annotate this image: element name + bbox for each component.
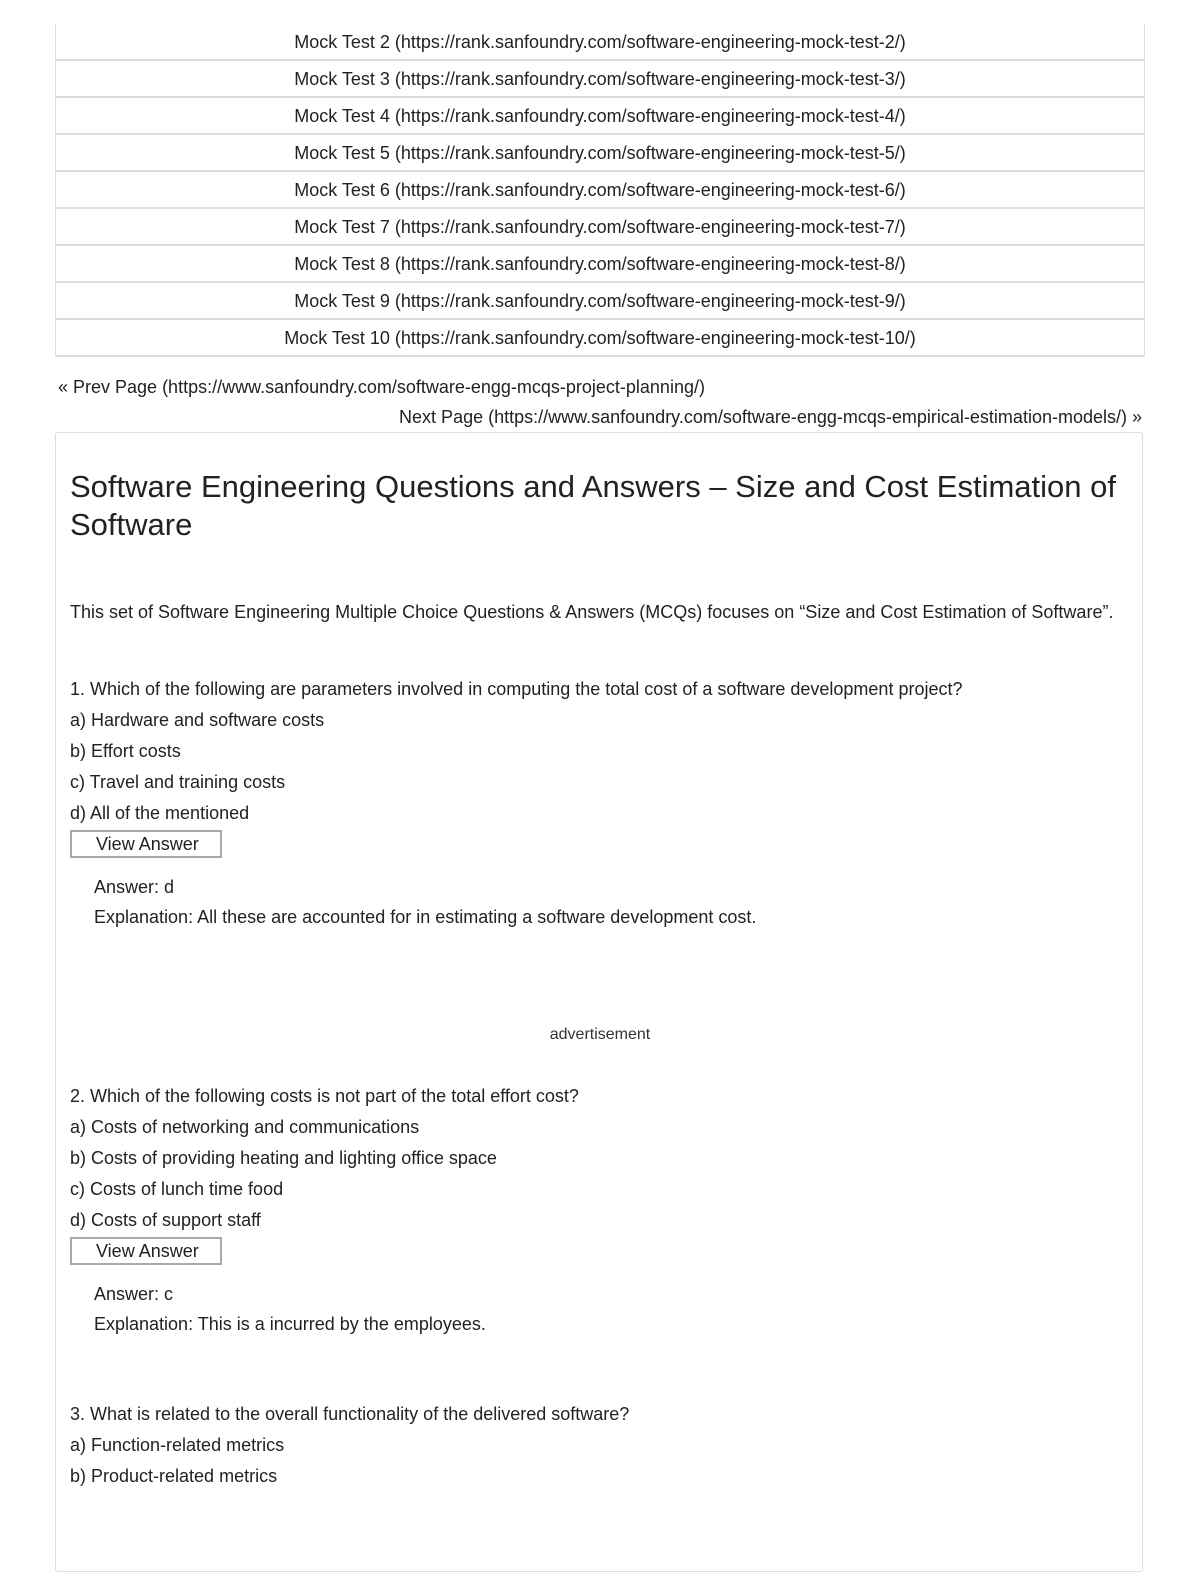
mock-test-link[interactable]: Mock Test 10 (https://rank.sanfoundry.com/software-engineering-mock-test-10/) (56, 320, 1144, 357)
mock-test-link[interactable]: Mock Test 3 (https://rank.sanfoundry.com/software-engineering-mock-test-3/) (56, 61, 1144, 98)
question-text: 2. Which of the following costs is not part of the total effort cost? (70, 1086, 579, 1106)
answer-option: a) Function-related metrics (70, 1435, 285, 1455)
mock-test-link[interactable]: Mock Test 5 (https://rank.sanfoundry.com/software-engineering-mock-test-5/) (56, 135, 1144, 172)
question-block (70, 1081, 1160, 1339)
mock-test-link[interactable]: Mock Test 2 (https://rank.sanfoundry.com/software-engineering-mock-test-2/) (56, 24, 1144, 61)
advertisement-label: advertisement (549, 1026, 651, 1043)
question-text: 1. Which of the following are parameters involved in computing the total cost of a software development project? (70, 679, 963, 699)
answer-option: a) Costs of networking and communications (70, 1117, 420, 1137)
next-page-link[interactable]: Next Page (https://www.sanfoundry.com/software-engg-mcqs-empirical-estimation-models/) » (399, 407, 1142, 427)
mock-test-link[interactable]: Mock Test 8 (https://rank.sanfoundry.com/software-engineering-mock-test-8/) (56, 246, 1144, 283)
view-answer-button[interactable]: View Answer (70, 830, 222, 858)
mock-test-link[interactable]: Mock Test 9 (https://rank.sanfoundry.com/software-engineering-mock-test-9/) (56, 283, 1144, 320)
answer-option: b) Product-related metrics (70, 1466, 278, 1486)
page-title: Software Engineering Questions and Answers – Size and Cost Estimation of Software (70, 469, 1116, 542)
prev-page-link[interactable]: « Prev Page (https://www.sanfoundry.com/software-engg-mcqs-project-planning/) (58, 377, 705, 397)
mock-test-link[interactable]: Mock Test 7 (https://rank.sanfoundry.com/software-engineering-mock-test-7/) (56, 209, 1144, 246)
answer-option: d) All of the mentioned (70, 803, 250, 823)
mock-test-link[interactable]: Mock Test 6 (https://rank.sanfoundry.com/software-engineering-mock-test-6/) (56, 172, 1144, 209)
explanation-text: Explanation: This is a incurred by the employees. (94, 1314, 486, 1334)
question-text: 3. What is related to the overall functionality of the delivered software? (70, 1404, 630, 1424)
question-block (70, 1399, 1160, 1492)
answer-option: a) Hardware and software costs (70, 710, 325, 730)
answer-option: c) Travel and training costs (70, 772, 286, 792)
answer-text: Answer: d (94, 877, 175, 897)
question-block (70, 674, 1160, 932)
answer-text: Answer: c (94, 1284, 174, 1304)
answer-option: b) Costs of providing heating and lighting office space (70, 1148, 497, 1168)
answer-option: c) Costs of lunch time food (70, 1179, 284, 1199)
view-answer-button[interactable]: View Answer (70, 1237, 222, 1265)
answer-option: d) Costs of support staff (70, 1210, 261, 1230)
explanation-text: Explanation: All these are accounted for in estimating a software development cost. (94, 907, 757, 927)
answer-panel (94, 872, 1160, 932)
intro-paragraph: This set of Software Engineering Multiple Choice Questions & Answers (MCQs) focuses on “Size and Cost Estimation of Software”. (70, 602, 1114, 622)
answer-option: b) Effort costs (70, 741, 181, 761)
mock-test-table (55, 24, 1145, 357)
answer-panel (94, 1279, 1160, 1339)
mock-test-link[interactable]: Mock Test 4 (https://rank.sanfoundry.com/software-engineering-mock-test-4/) (56, 98, 1144, 135)
